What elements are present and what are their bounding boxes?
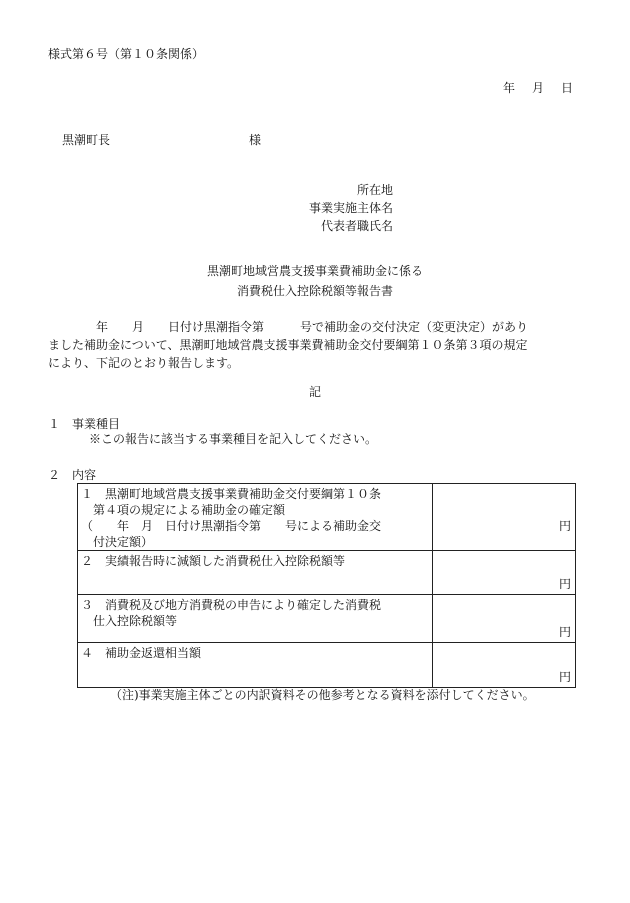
row-label-line: （ 年 月 日付け黒潮指令第 号による補助金交 <box>81 519 382 533</box>
row-label <box>78 551 433 595</box>
footnote: （注)事業実施主体ごとの内訳資料その他参考となる資料を添付してください。 <box>110 688 535 702</box>
entity-label: 事業実施主体名 <box>308 201 393 215</box>
table-row <box>78 551 576 595</box>
representative-label: 代表者職氏名 <box>320 219 393 233</box>
row-label-line: ３ 消費税及び地方消費税の申告により確定した消費税 <box>81 598 382 612</box>
title-line-1: 黒潮町地域営農支援事業費補助金に係る <box>206 264 423 278</box>
amount-unit: 円 <box>558 670 571 684</box>
date-line <box>503 82 573 94</box>
row-label <box>78 595 433 643</box>
addressee-honorific: 様 <box>249 133 262 147</box>
amount-cell[interactable] <box>433 551 576 595</box>
section1-heading: １ 事業種目 <box>48 417 121 431</box>
row-label-line: ２ 実績報告時に減額した消費税仕入控除税額等 <box>81 554 346 568</box>
row-label-line: 仕入控除税額等 <box>81 614 178 628</box>
row-label-line: 付決定額） <box>81 535 154 549</box>
amount-unit: 円 <box>558 577 571 591</box>
amount-unit: 円 <box>558 625 571 639</box>
row-label <box>78 484 433 551</box>
applicant-block <box>302 184 393 238</box>
amount-cell[interactable] <box>433 484 576 551</box>
table-row <box>78 484 576 551</box>
body-line-3: により、下記のとおり報告します。 <box>48 356 240 370</box>
body-text <box>48 318 588 372</box>
date-year: 年 <box>503 81 516 95</box>
form-number: 様式第６号（第１０条関係） <box>48 47 205 61</box>
section1-note: ※この報告に該当する事業種目を記入してください。 <box>89 432 378 446</box>
addressee <box>62 133 262 147</box>
amount-cell[interactable] <box>433 595 576 643</box>
row-label-line: １ 黒潮町地域営農支援事業費補助金交付要綱第１０条 <box>81 487 382 501</box>
address-label: 所在地 <box>356 183 393 197</box>
row-label-line: 第４項の規定による補助金の確定額 <box>81 503 286 517</box>
ki-heading: 記 <box>308 385 321 399</box>
date-month: 月 <box>532 81 545 95</box>
row-label <box>78 643 433 688</box>
section2-heading: ２ 内容 <box>48 468 97 482</box>
amount-unit: 円 <box>558 519 571 533</box>
document-title <box>0 265 630 305</box>
body-line-1: 年 月 日付け黒潮指令第 号で補助金の交付決定（変更決定）があり <box>48 320 529 334</box>
content-table <box>77 483 576 688</box>
row-label-line: ４ 補助金返還相当額 <box>81 646 202 660</box>
body-line-2: ました補助金について、黒潮町地域営農支援事業費補助金交付要綱第１０条第３項の規定 <box>48 338 528 352</box>
addressee-name: 黒潮町長 <box>62 133 111 147</box>
date-day: 日 <box>561 81 574 95</box>
title-line-2: 消費税仕入控除税額等報告書 <box>236 284 393 298</box>
table-row <box>78 595 576 643</box>
amount-cell[interactable] <box>433 643 576 688</box>
table-row <box>78 643 576 688</box>
